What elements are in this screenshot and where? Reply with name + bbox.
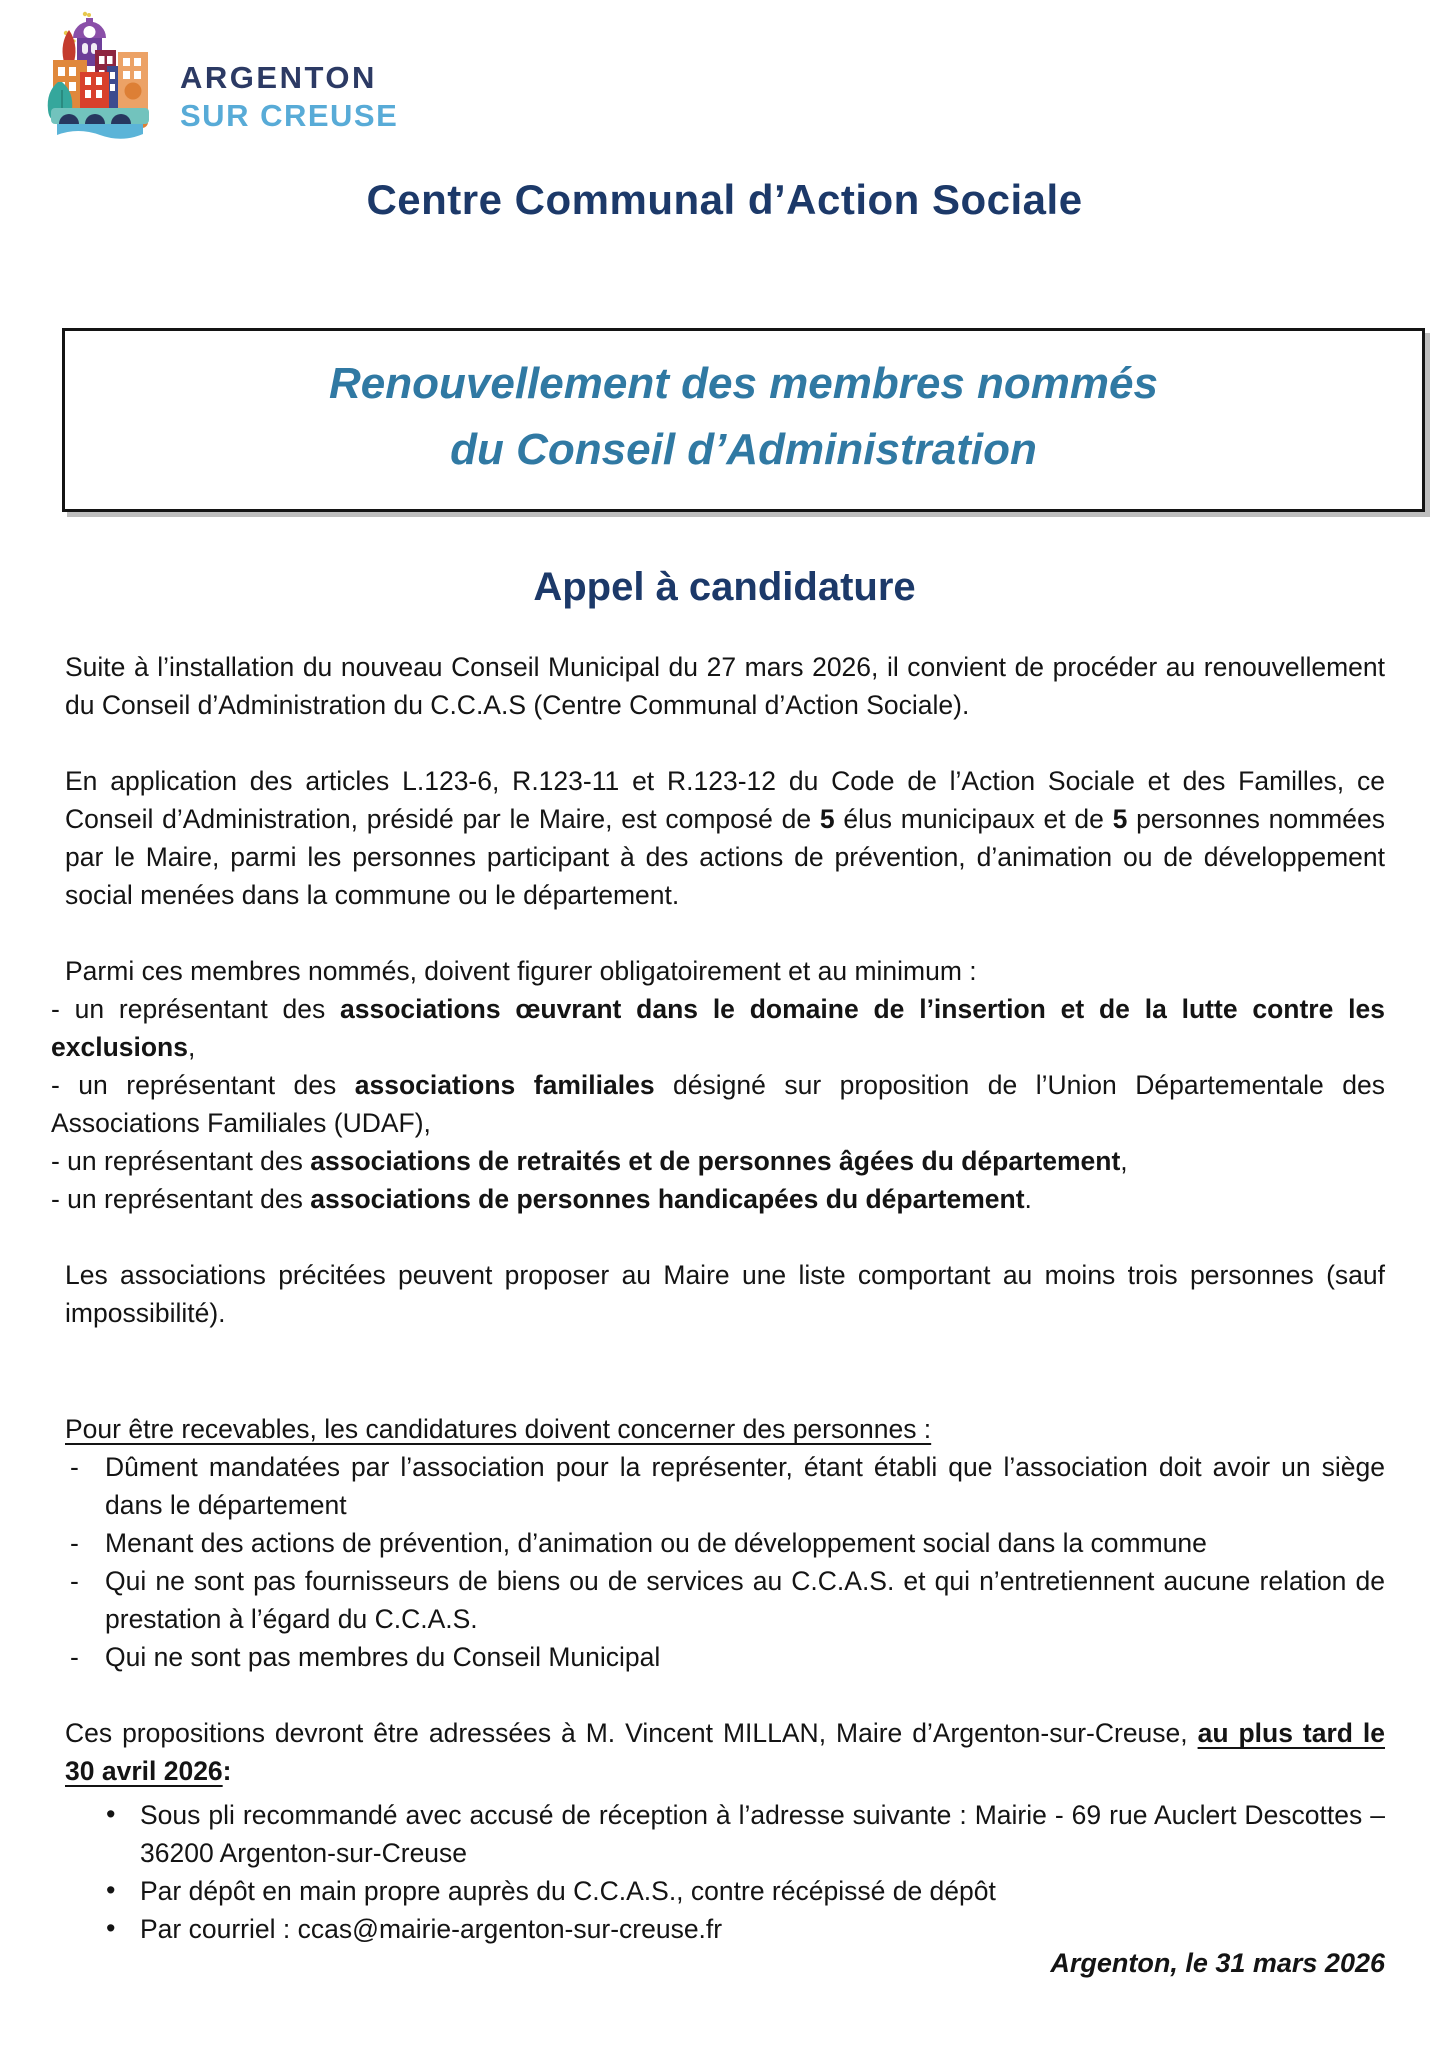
list-item [65,1448,1385,1524]
text-run: , [187,1032,196,1062]
list-marker: • [106,1913,116,1943]
text-run: En application des articles L.123-6, R.123-11 et R.123-12 du Code de l’Action Sociale et des Familles, ce Conseil d’Administration, présidé par le Maire, est composé de [65,766,1385,834]
text-run: - un représentant des [51,1184,311,1214]
list-marker: • [106,1799,116,1829]
logo-wordmark [180,62,398,132]
paragraph [65,1256,1385,1332]
list-item [51,1180,1385,1218]
paragraph [65,1714,1385,1790]
dateline: Argenton, le 31 mars 2026 [1050,1948,1385,1978]
list-item [65,1562,1385,1638]
text-run: Les associations précitées peuvent proposer au Maire une liste comportant au moins trois personnes (sauf impossibilité). [65,1260,1385,1328]
argenton-logo [33,8,398,148]
document-title: Centre Communal d’Action Sociale [366,176,1083,223]
text-run: Qui ne sont pas membres du Conseil Municipal [105,1642,661,1672]
list-item [65,1796,1385,1872]
list-item [51,1142,1385,1180]
text-run: au plus tard le 30 avril 2026 [65,1718,1385,1786]
text-run: . [1024,1184,1032,1214]
text-run: Parmi ces membres nommés, doivent figurer obligatoirement et au minimum : [65,956,977,986]
text-run: : [222,1756,232,1786]
list-marker: - [70,1642,79,1672]
logo-town-subname: SUR CREUSE [180,97,399,133]
paragraph [65,762,1385,914]
text-run: élus municipaux et de [834,804,1113,834]
text-run: - un représentant des [51,1146,311,1176]
document-body [51,648,1385,1948]
bullet-list [65,1796,1385,1948]
dash-list [65,1448,1385,1676]
text-run: personnes nommées par le Maire, parmi les personnes participant à des actions de prévention, d’animation ou de développement social menées dans la commune ou le département. [65,804,1385,910]
text-run: - un représentant des [51,1070,355,1100]
text-run: - un représentant des [51,994,341,1024]
list-marker: • [106,1875,116,1905]
list-item [65,1910,1385,1948]
paragraph [65,952,1385,990]
text-run: associations de retraités et de personnes âgées du département [310,1146,1121,1176]
boxed-title [62,328,1425,512]
dash-flat-list [51,990,1385,1218]
text-run: Menant des actions de prévention, d’animation ou de développement social dans la commune [105,1528,1207,1558]
list-marker: - [70,1566,79,1596]
text-run: Pour être recevables, les candidatures doivent concerner des personnes : [65,1414,932,1444]
boxed-title-line-1: Renouvellement des membres nommés [329,359,1158,408]
text-run: Qui ne sont pas fournisseurs de biens ou de services au C.C.A.S. et qui n’entretiennent aucune relation de prestation à l’égard du C.C.A.S. [105,1566,1385,1634]
text-run: associations familiales [354,1070,655,1100]
text-run: Par dépôt en main propre auprès du C.C.A.S., contre récépissé de dépôt [140,1876,996,1906]
document-subtitle: Appel à candidature [533,565,916,609]
text-run: Dûment mandatées par l’association pour la représenter, étant établi que l’association doit avoir un siège dans le département [105,1452,1385,1520]
logo-town-name: ARGENTON [180,60,377,95]
text-run: Sous pli recommandé avec accusé de réception à l’adresse suivante : Mairie - 69 rue Auclert Descottes – 36200 Argenton-sur-Creuse [140,1800,1385,1868]
text-run: 5 [1112,804,1128,834]
list-marker: - [70,1452,79,1482]
text-run: Par courriel : ccas@mairie-argenton-sur-creuse.fr [140,1914,723,1944]
text-run: Suite à l’installation du nouveau Conseil Municipal du 27 mars 2026, il convient de procéder au renouvellement du Conseil d’Administration du C.C.A.S (Centre Communal d’Action Sociale). [65,652,1385,720]
text-run: 5 [819,804,835,834]
text-run: associations de personnes handicapées du département [310,1184,1025,1214]
text-run: Ces propositions devront être adressées à M. Vincent MILLAN, Maire d’Argenton-sur-Creuse, [65,1718,1198,1748]
text-run: désigné sur proposition de l’Union Départementale des Associations Familiales (UDAF), [51,1070,1385,1138]
list-item [65,1872,1385,1910]
boxed-title-line-2: du Conseil d’Administration [450,425,1037,474]
text-run: associations œuvrant dans le domaine de l’insertion et de la lutte contre les exclusions [51,994,1385,1062]
paragraph [65,648,1385,724]
text-run: , [1120,1146,1128,1176]
paragraph [65,1410,1385,1448]
list-marker: - [70,1528,79,1558]
list-item [65,1638,1385,1676]
list-item [51,990,1385,1066]
list-item [51,1066,1385,1142]
town-illustration-icon [33,8,168,148]
list-item [65,1524,1385,1562]
